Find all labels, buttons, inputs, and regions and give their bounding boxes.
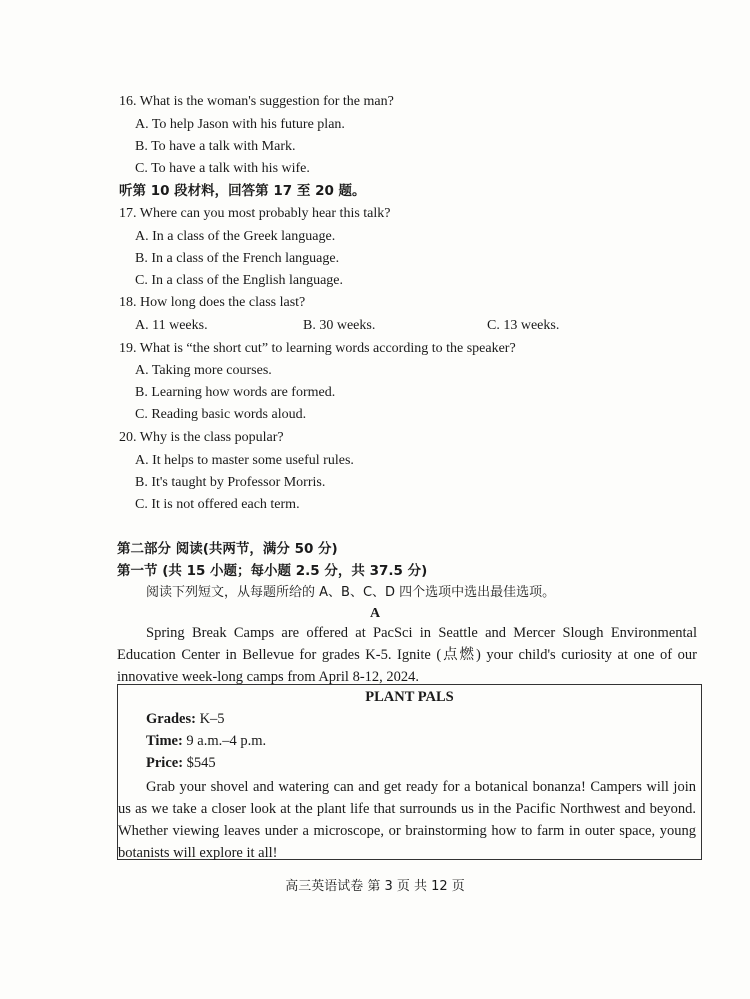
time-label: Time: <box>146 733 183 749</box>
question-18-option-a: A. 11 weeks. <box>135 318 208 333</box>
passage-intro: Spring Break Camps are offered at PacSci in Seattle and Mercer Slough Environmental Education Center in Bellevue for grades K-5. Ignite (点燃) your child's curiosity at one of our innovative week-long camps from April 8-12, 2024. <box>117 625 697 685</box>
camp-description: Grab your shovel and watering can and get ready for a botanical bonanza! Campers will join us as we take a closer look at the plant life that surrounds us in the Pacific Northwest and beyond. Whether viewing leaves under a microscope, or brainstorming how to farm in outer space, young botanists will explore it all! <box>118 779 696 861</box>
question-16-stem: 16. What is the woman's suggestion for the man? <box>119 94 394 109</box>
question-17-option-b: B. In a class of the French language. <box>135 251 340 266</box>
question-16-option-b: B. To have a talk with Mark. <box>135 139 296 154</box>
listening-section-note: 听第 10 段材料，回答第 17 至 20 题。 <box>119 183 366 199</box>
grades-value: K–5 <box>195 711 225 727</box>
question-18-stem: 18. How long does the class last? <box>119 295 306 310</box>
time-value: 9 a.m.–4 p.m. <box>182 733 267 749</box>
question-19-option-a: A. Taking more courses. <box>135 363 272 378</box>
camp-info-box <box>117 684 702 860</box>
question-16-option-a: A. To help Jason with his future plan. <box>135 117 345 132</box>
question-20-stem: 20. Why is the class popular? <box>119 430 284 445</box>
part2-title: 第二部分 阅读(共两节，满分 50 分) <box>117 541 338 557</box>
question-19-option-c: C. Reading basic words aloud. <box>135 407 307 422</box>
camp-title: PLANT PALS <box>365 689 454 705</box>
part2-section1: 第一节 (共 15 小题；每小题 2.5 分，共 37.5 分) <box>117 563 428 579</box>
question-16-option-c: C. To have a talk with his wife. <box>135 161 310 176</box>
question-17-option-c: C. In a class of the English language. <box>135 273 344 288</box>
question-18-option-c: C. 13 weeks. <box>487 318 560 333</box>
question-20-option-a: A. It helps to master some useful rules. <box>135 453 354 468</box>
camp-time <box>146 733 266 750</box>
question-17-stem: 17. Where can you most probably hear this talk? <box>119 206 391 221</box>
camp-grades <box>146 711 225 728</box>
grades-label: Grades: <box>146 711 196 727</box>
camp-price <box>146 755 216 772</box>
page-footer: 高三英语试卷 第 3 页 共 12 页 <box>285 879 465 894</box>
reading-instruction: 阅读下列短文，从每题所给的 A、B、C、D 四个选项中选出最佳选项。 <box>146 585 556 600</box>
question-17-option-a: A. In a class of the Greek language. <box>135 229 336 244</box>
question-18-option-b: B. 30 weeks. <box>303 318 376 333</box>
question-20-option-c: C. It is not offered each term. <box>135 497 300 512</box>
question-19-stem: 19. What is “the short cut” to learning words according to the speaker? <box>119 341 516 356</box>
price-label: Price: <box>146 755 184 771</box>
price-value: $545 <box>183 755 216 771</box>
question-20-option-b: B. It's taught by Professor Morris. <box>135 475 326 490</box>
passage-label: A <box>369 606 381 621</box>
question-19-option-b: B. Learning how words are formed. <box>135 385 336 400</box>
